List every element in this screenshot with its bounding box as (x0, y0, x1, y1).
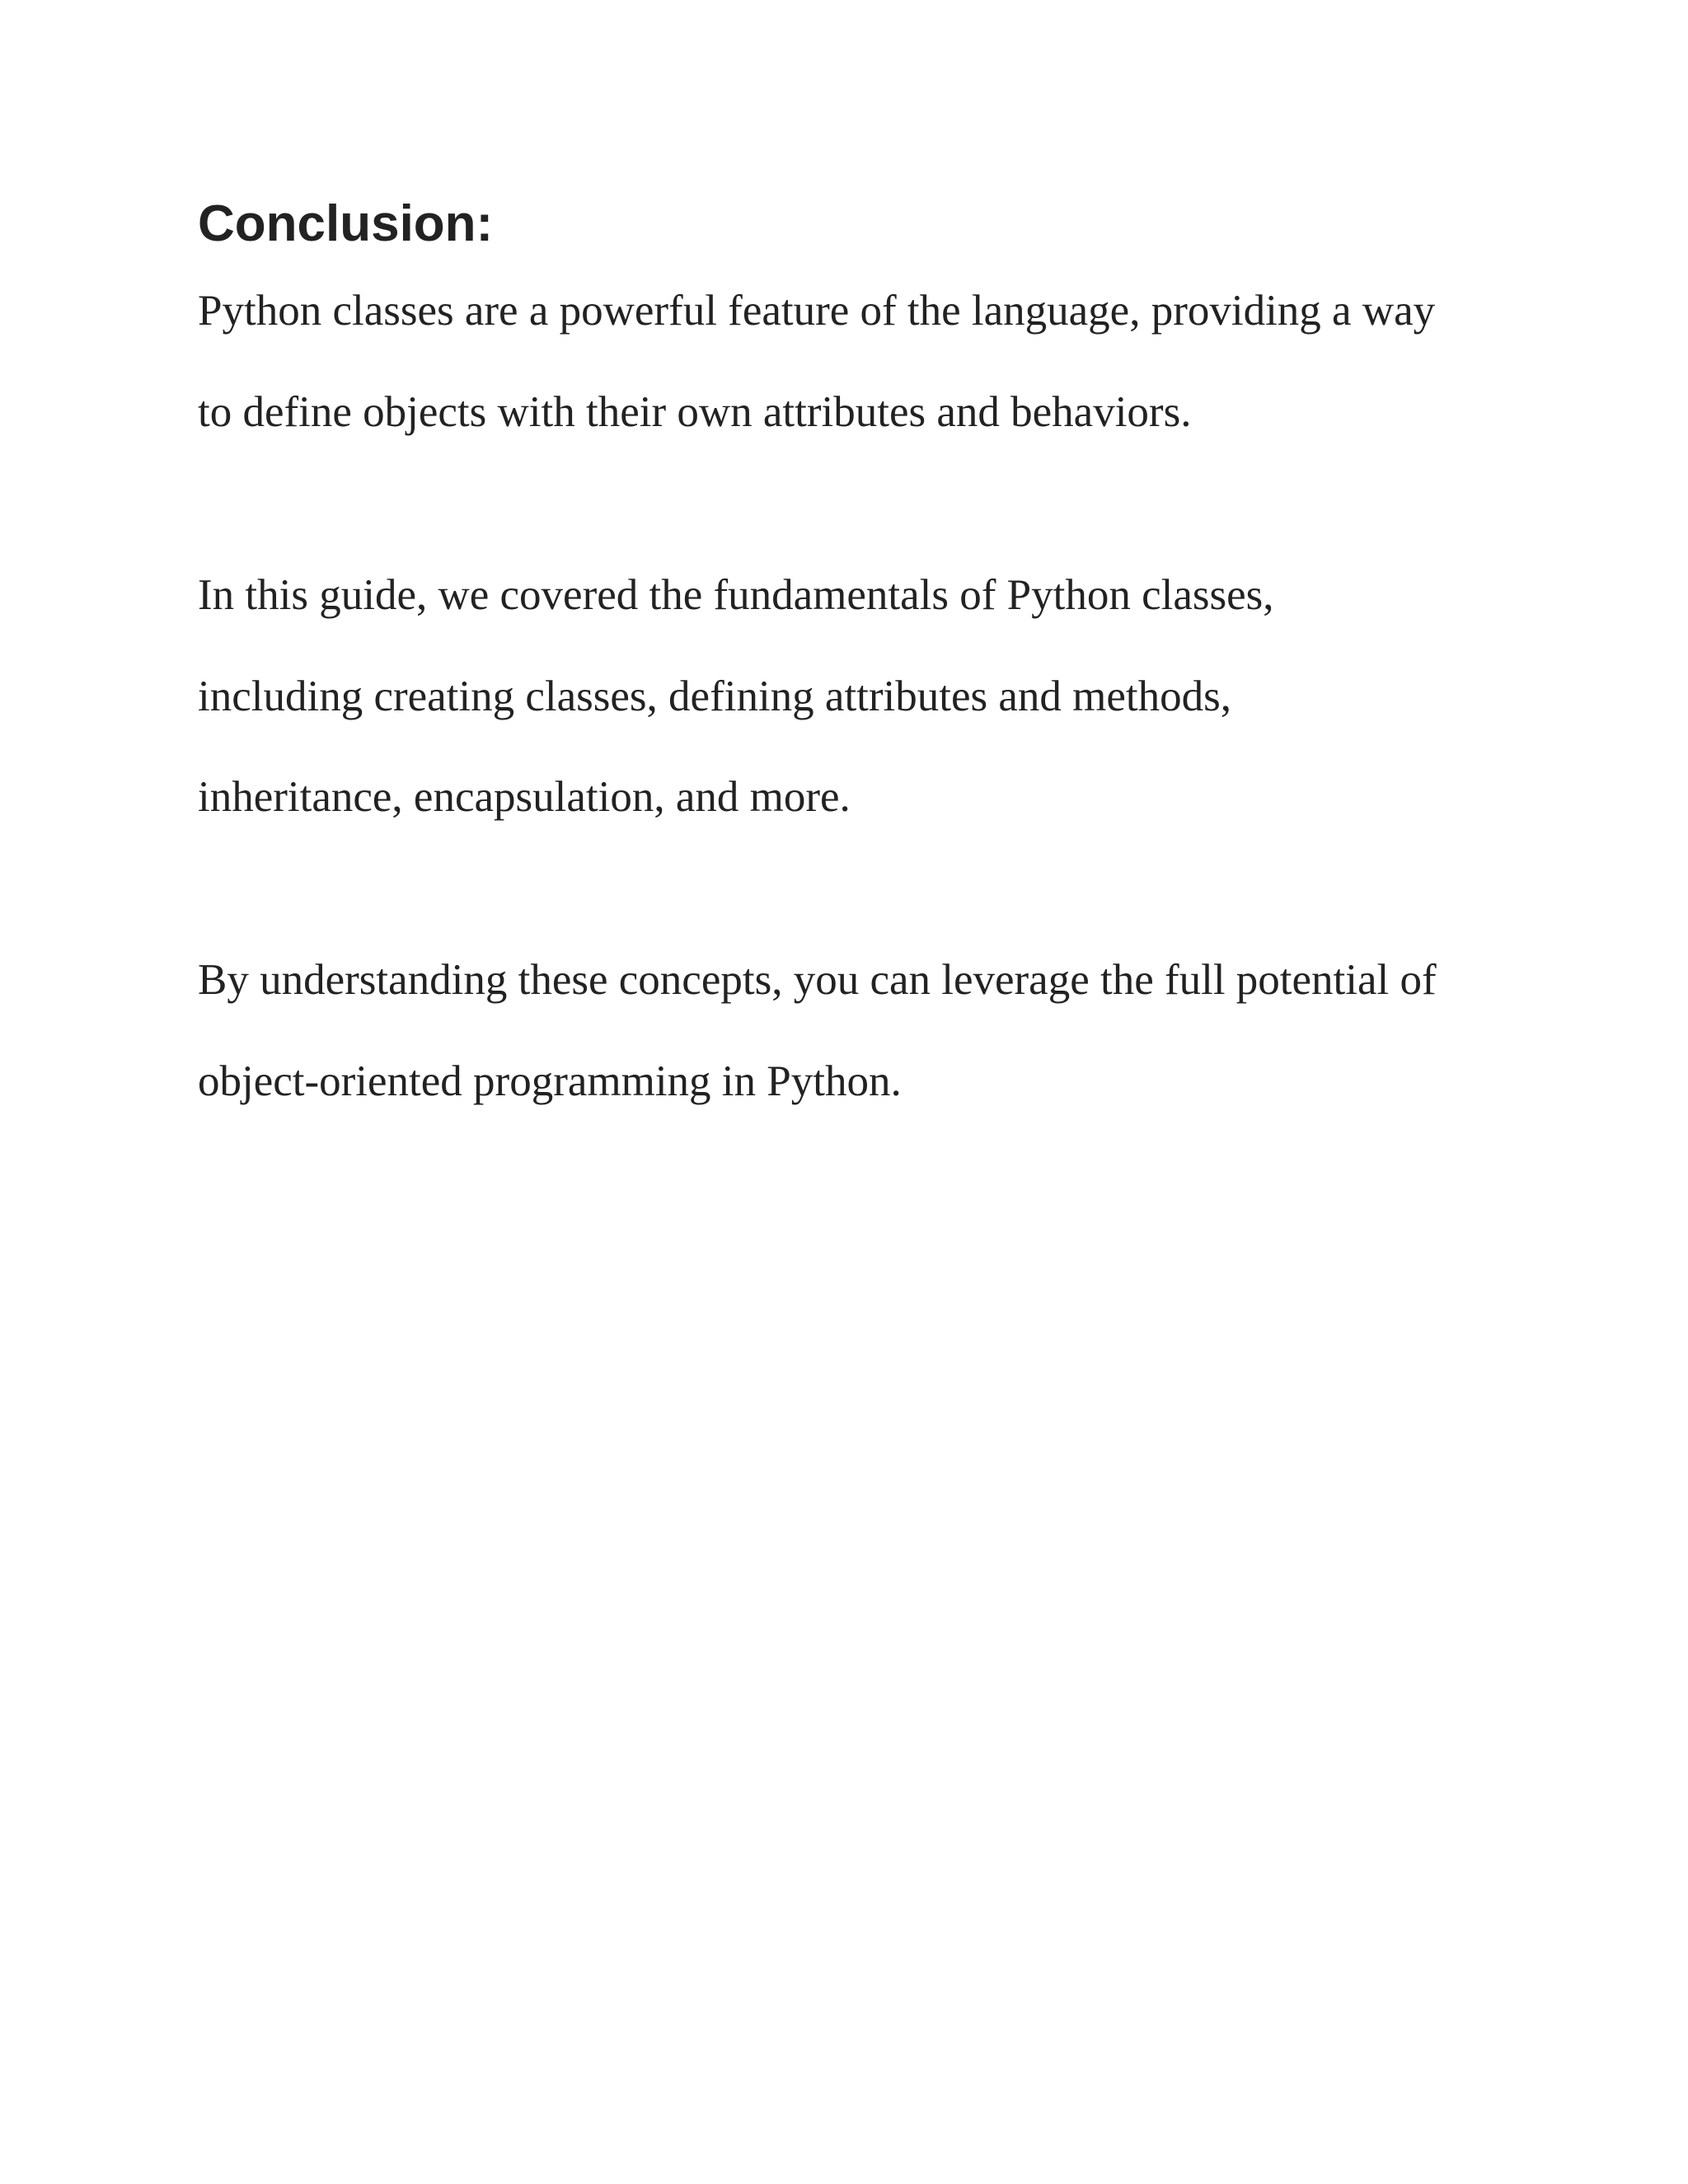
paragraph-1-line-2: to define objects with their own attributes and behaviors. (198, 388, 1192, 436)
paragraph-2-line-1: In this guide, we covered the fundamentals of Python classes, (198, 571, 1274, 619)
paragraph-2-line-2: including creating classes, defining attributes and methods, (198, 673, 1232, 720)
paragraph-3-line-2: object-oriented programming in Python. (198, 1057, 902, 1105)
paragraph-1-line-1: Python classes are a powerful feature of the language, providing a way (198, 287, 1436, 335)
conclusion-heading: Conclusion: (198, 195, 494, 252)
paragraph-2-line-3: inheritance, encapsulation, and more. (198, 773, 851, 821)
paragraph-3-line-1: By understanding these concepts, you can leverage the full potential of (198, 956, 1437, 1004)
